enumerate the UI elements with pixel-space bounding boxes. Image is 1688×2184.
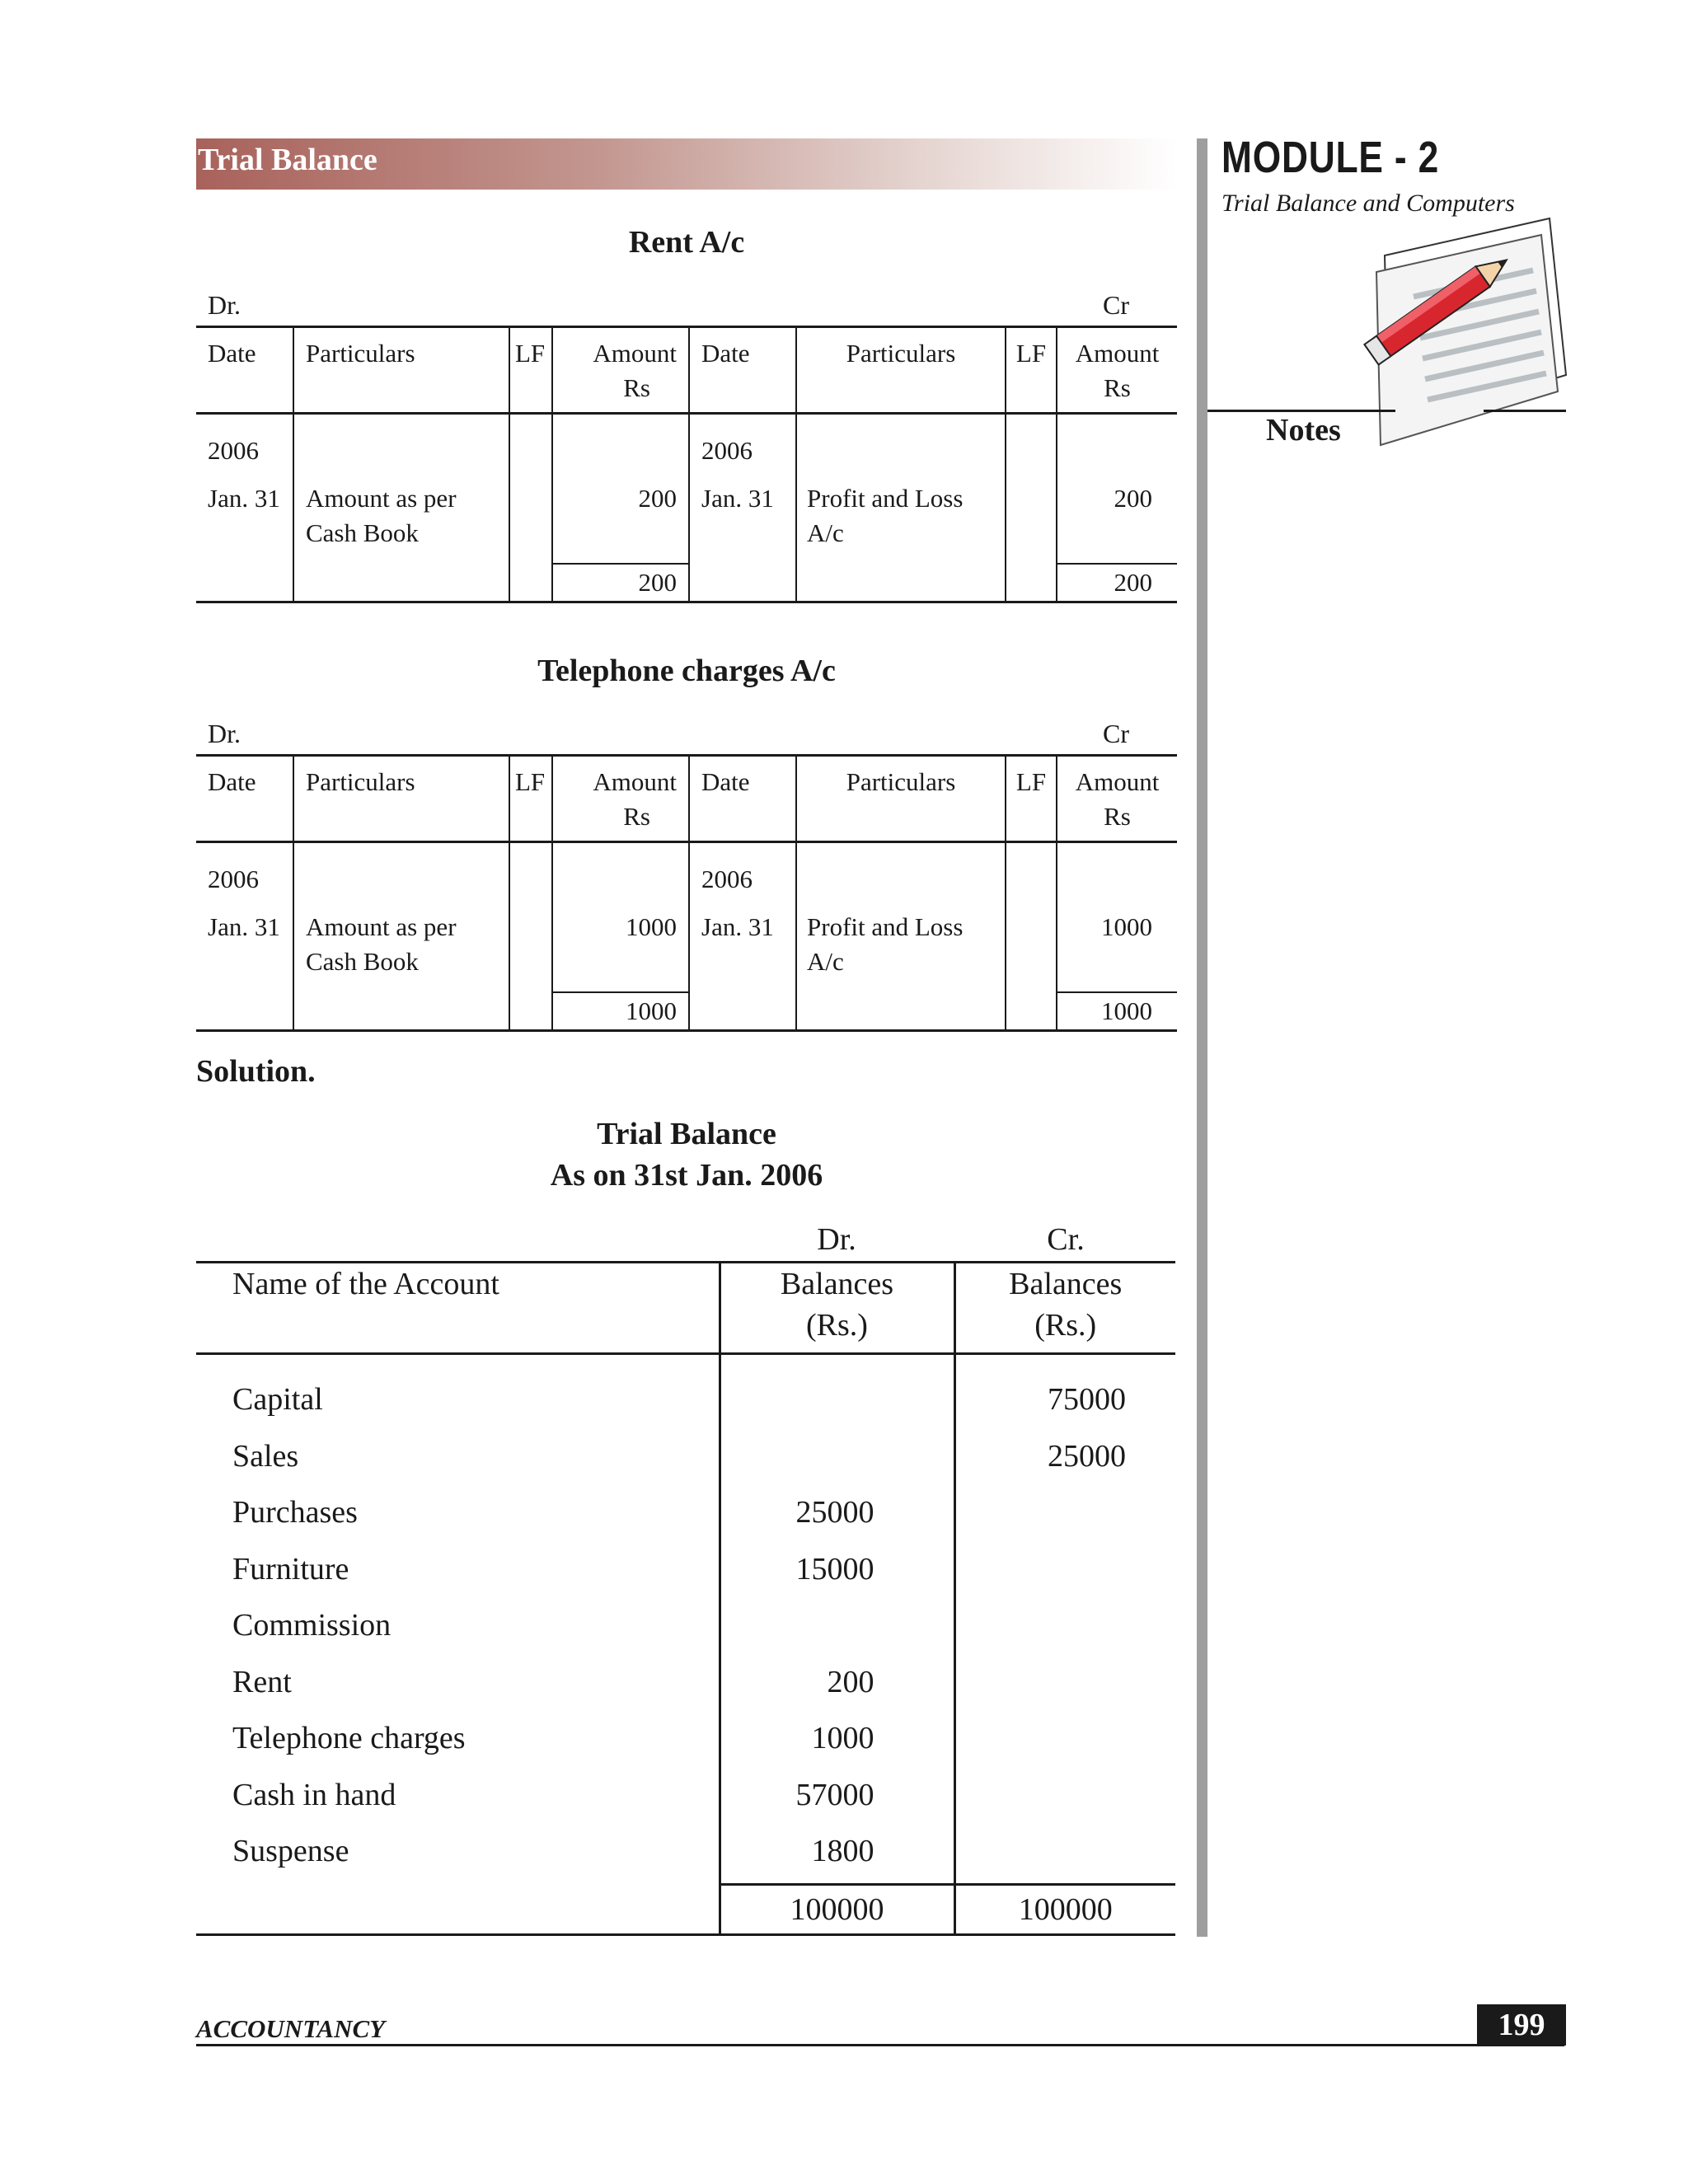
account-name: Rent bbox=[232, 1664, 292, 1699]
cr-balance bbox=[954, 1597, 1175, 1654]
table-row bbox=[196, 1541, 1175, 1598]
telephone-account-title: Telephone charges A/c bbox=[537, 654, 836, 688]
total-dr: 100000 bbox=[720, 1885, 954, 1935]
dr-balance: 15000 bbox=[720, 1541, 954, 1598]
section-title: Trial Balance bbox=[198, 143, 377, 177]
notes-rule-right bbox=[1484, 410, 1566, 412]
trial-balance-subtitle: As on 31st Jan. 2006 bbox=[550, 1158, 823, 1193]
table-row bbox=[196, 1654, 1175, 1711]
total-cr: 100000 bbox=[954, 1885, 1175, 1935]
col-dr-balances: Balances (Rs.) bbox=[720, 1263, 954, 1354]
table-row bbox=[196, 1371, 1175, 1428]
col-lf: LF bbox=[509, 756, 552, 842]
table-row: 2006 2006 bbox=[196, 414, 1177, 482]
dr-balance: 1800 bbox=[720, 1823, 954, 1880]
module-subtitle: Trial Balance and Computers bbox=[1221, 190, 1515, 217]
cr-balance: 75000 bbox=[954, 1371, 1175, 1428]
col-lf: LF bbox=[509, 327, 552, 414]
table-total-row bbox=[196, 1885, 1175, 1935]
cr-balance: 25000 bbox=[954, 1428, 1175, 1485]
col-date: Date bbox=[689, 756, 796, 842]
col-amount: Amount Rs bbox=[552, 327, 689, 414]
col-particulars: Particulars bbox=[293, 327, 509, 414]
col-particulars: Particulars bbox=[293, 756, 509, 842]
cr-balance bbox=[954, 1767, 1175, 1824]
dr-column-label: Dr. bbox=[817, 1222, 856, 1257]
col-account-name: Name of the Account bbox=[196, 1263, 720, 1354]
account-name: Capital bbox=[232, 1382, 323, 1418]
account-name: Commission bbox=[232, 1608, 392, 1643]
col-amount: Amount Rs bbox=[1057, 756, 1177, 842]
col-date: Date bbox=[689, 327, 796, 414]
telephone-cr-label: Cr bbox=[1103, 719, 1129, 748]
table-row: Jan. 31 Amount as per Cash Book 200 Jan. 31 Profit and Loss A/c 200 bbox=[196, 481, 1177, 564]
cr-column-label: Cr. bbox=[1047, 1222, 1085, 1257]
table-row bbox=[196, 1767, 1175, 1824]
account-name: Furniture bbox=[232, 1551, 349, 1586]
col-date: Date bbox=[196, 327, 293, 414]
sidebar-rule bbox=[1197, 138, 1207, 1937]
cr-balance bbox=[954, 1710, 1175, 1767]
table-header-row bbox=[196, 756, 1177, 842]
table-row bbox=[196, 1428, 1175, 1485]
table-row bbox=[196, 1710, 1175, 1767]
table-row: Jan. 31 Amount as per Cash Book 1000 Jan. 31 Profit and Loss A/c 1000 bbox=[196, 910, 1177, 992]
account-name: Telephone charges bbox=[232, 1721, 466, 1756]
cr-balance bbox=[954, 1484, 1175, 1541]
table-row: 2006 2006 bbox=[196, 842, 1177, 911]
dr-balance bbox=[720, 1428, 954, 1485]
account-name: Sales bbox=[232, 1438, 299, 1474]
dr-balance bbox=[720, 1597, 954, 1654]
cr-balance bbox=[954, 1654, 1175, 1711]
dr-balance: 57000 bbox=[720, 1767, 954, 1824]
rent-dr-label: Dr. bbox=[208, 290, 241, 320]
table-header-row bbox=[196, 1263, 1175, 1354]
page-number: 199 bbox=[1477, 2004, 1566, 2046]
col-date: Date bbox=[196, 756, 293, 842]
dr-balance: 25000 bbox=[720, 1484, 954, 1541]
col-cr-balances: Balances (Rs.) bbox=[954, 1263, 1175, 1354]
trial-balance-rows bbox=[196, 1371, 1175, 1880]
table-total-row: 1000 1000 bbox=[196, 992, 1177, 1031]
module-title: MODULE - 2 bbox=[1221, 133, 1440, 182]
cr-balance bbox=[954, 1541, 1175, 1598]
notes-label: Notes bbox=[1266, 413, 1341, 448]
col-lf: LF bbox=[1006, 327, 1057, 414]
account-name: Cash in hand bbox=[232, 1777, 396, 1812]
col-particulars: Particulars bbox=[796, 327, 1006, 414]
table-row bbox=[196, 1484, 1175, 1541]
account-name: Purchases bbox=[232, 1495, 358, 1530]
trial-balance-table bbox=[196, 1261, 1175, 1936]
rent-cr-label: Cr bbox=[1103, 290, 1129, 320]
dr-balance: 1000 bbox=[720, 1710, 954, 1767]
telephone-ledger-table bbox=[196, 754, 1177, 1032]
rent-ledger-table bbox=[196, 326, 1177, 603]
trial-balance-title: Trial Balance bbox=[597, 1117, 776, 1151]
table-row bbox=[196, 1823, 1175, 1880]
telephone-dr-label: Dr. bbox=[208, 719, 241, 748]
dr-balance: 200 bbox=[720, 1654, 954, 1711]
notepad-pencil-icon bbox=[1352, 206, 1582, 453]
col-amount: Amount Rs bbox=[552, 756, 689, 842]
account-name: Suspense bbox=[232, 1834, 349, 1869]
col-particulars: Particulars bbox=[796, 756, 1006, 842]
rent-account-title: Rent A/c bbox=[628, 225, 745, 260]
table-row bbox=[196, 1597, 1175, 1654]
table-total-row: 200 200 bbox=[196, 564, 1177, 602]
table-header-row bbox=[196, 327, 1177, 414]
col-amount: Amount Rs bbox=[1057, 327, 1177, 414]
footer-rule bbox=[196, 2044, 1564, 2046]
footer-label: ACCOUNTANCY bbox=[196, 2014, 386, 2043]
col-lf: LF bbox=[1006, 756, 1057, 842]
dr-balance bbox=[720, 1371, 954, 1428]
solution-label: Solution. bbox=[196, 1054, 316, 1089]
cr-balance bbox=[954, 1823, 1175, 1880]
